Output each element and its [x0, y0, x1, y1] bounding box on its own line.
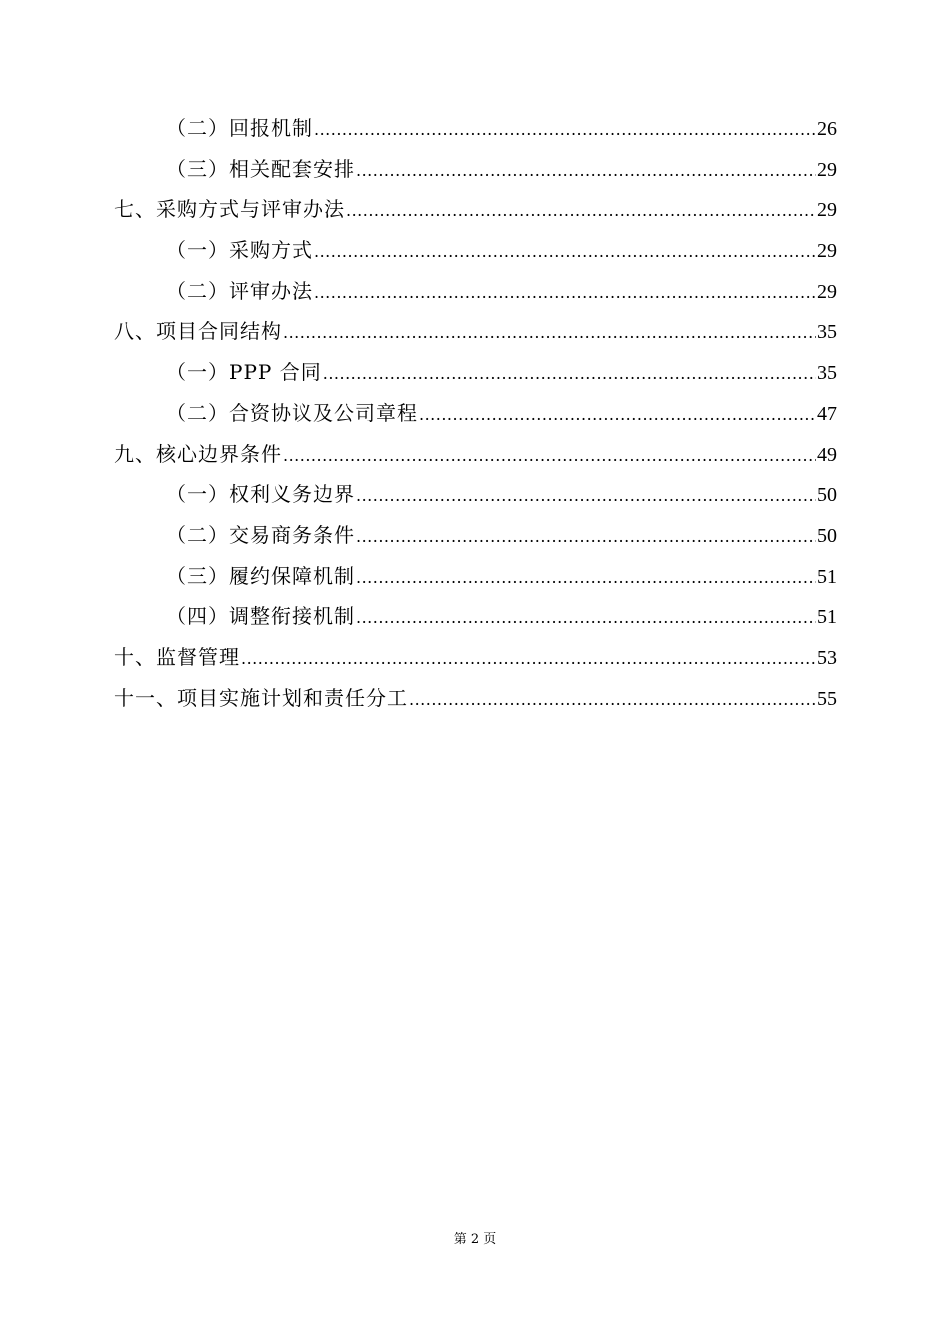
toc-entry-title: （四）调整衔接机制: [166, 604, 355, 629]
toc-leader-dots: [356, 598, 816, 639]
toc-entry[interactable]: [114, 474, 837, 515]
toc-entry-title: （二）评审办法: [166, 278, 313, 303]
toc-leader-dots: [409, 680, 816, 721]
toc-entry-page: 35: [817, 362, 837, 385]
toc-entry-title: （二）交易商务条件: [166, 522, 355, 547]
toc-leader-dots: [314, 273, 816, 314]
toc-entry-title: 十、监督管理: [114, 644, 240, 669]
toc-entry-title: 八、项目合同结构: [114, 319, 282, 344]
toc-entry[interactable]: [114, 434, 837, 475]
toc-entry[interactable]: [114, 637, 837, 678]
toc-entry[interactable]: [114, 596, 837, 637]
toc-leader-dots: [314, 232, 816, 273]
toc-entry-page: 29: [817, 280, 837, 303]
toc-entry-title: 七、采购方式与评审办法: [114, 197, 345, 222]
toc-entry-title: （一）权利义务边界: [166, 482, 355, 507]
toc-entry-title: （一）PPP 合同: [166, 360, 322, 385]
toc-entry[interactable]: [114, 311, 837, 352]
toc-entry-page: 29: [817, 240, 837, 263]
toc-entry-page: 26: [817, 118, 837, 140]
page-number-label: 第 2 页: [453, 1232, 497, 1247]
toc-entry-page: 53: [817, 646, 837, 669]
toc-entry-page: 55: [817, 687, 837, 710]
toc-entry[interactable]: [114, 352, 837, 393]
toc-entry[interactable]: [114, 515, 837, 556]
toc-leader-dots: [346, 191, 816, 232]
toc-entry[interactable]: [114, 678, 837, 719]
toc-leader-dots: [356, 558, 816, 599]
toc-entry-page: 29: [817, 199, 837, 222]
toc-entry[interactable]: [114, 189, 837, 230]
toc-entry[interactable]: [114, 108, 837, 149]
toc-entry-page: 29: [817, 158, 837, 181]
toc-entry[interactable]: [114, 149, 837, 190]
toc-leader-dots: [419, 395, 816, 436]
toc-entry-title: （二）合资协议及公司章程: [166, 400, 418, 425]
toc-entry-title: （三）履约保障机制: [166, 563, 355, 588]
toc-entry-page: 50: [817, 484, 837, 507]
toc-entry-page: 49: [817, 443, 837, 466]
toc-leader-dots: [356, 517, 816, 558]
toc-entry-title: （三）相关配套安排: [166, 156, 355, 181]
toc-entry-page: 51: [817, 606, 837, 629]
toc-entry-page: 51: [817, 565, 837, 588]
toc-leader-dots: [356, 151, 816, 192]
toc-entry-title: （一）采购方式: [166, 238, 313, 263]
toc-entry-title: 十一、项目实施计划和责任分工: [114, 685, 408, 710]
toc-leader-dots: [241, 639, 816, 680]
toc-leader-dots: [356, 476, 816, 517]
table-of-contents: [114, 108, 837, 718]
toc-entry[interactable]: [114, 230, 837, 271]
toc-entry[interactable]: [114, 271, 837, 312]
toc-leader-dots: [283, 313, 816, 354]
toc-entry-page: 47: [817, 402, 837, 425]
toc-leader-dots: [314, 110, 816, 151]
toc-entry-title: （二）回报机制: [166, 116, 313, 140]
toc-entry-title: 九、核心边界条件: [114, 441, 282, 466]
toc-leader-dots: [323, 354, 816, 395]
toc-leader-dots: [283, 436, 816, 477]
toc-entry-page: 35: [817, 321, 837, 344]
toc-entry[interactable]: [114, 556, 837, 597]
toc-entry[interactable]: [114, 393, 837, 434]
page-footer: [0, 1228, 950, 1247]
toc-entry-page: 50: [817, 524, 837, 547]
